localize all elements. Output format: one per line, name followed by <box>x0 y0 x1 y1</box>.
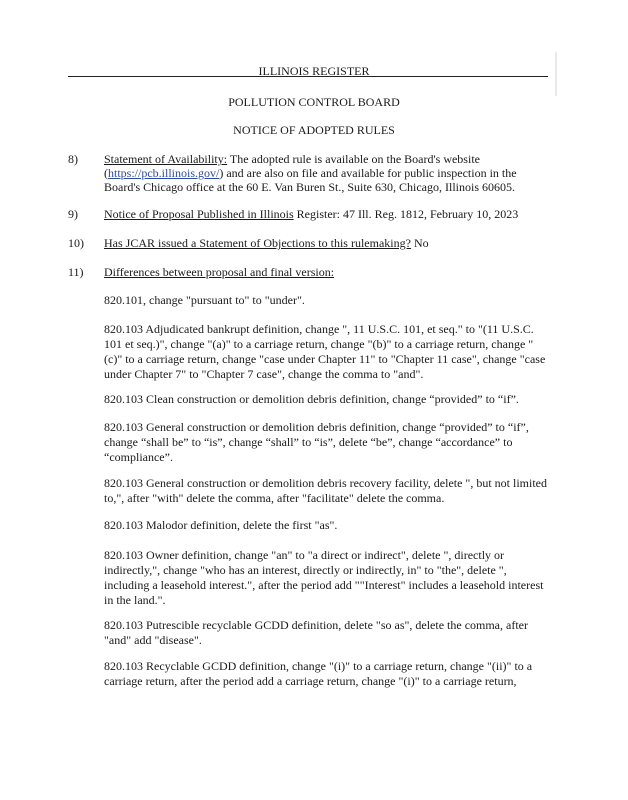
item-text: The adopted rule is available on the Board's website ( <box>104 152 480 180</box>
item-title: Statement of Availability: <box>104 152 228 166</box>
difference-paragraph: 820.103 General construction or demolition debris definition, change “provided” to “if”, change “shall be” to “is”, change “shall” to “is”, delete “be”, change “accordance” to “compliance”. <box>104 420 529 464</box>
difference-paragraph: 820.103 Malodor definition, delete the first "as". <box>104 518 338 532</box>
board-website-link[interactable]: https://pcb.illinois.gov/ <box>108 166 220 180</box>
item-number: 9) <box>68 207 78 221</box>
item-text: Register: 47 Ill. Reg. 1812, February 10, 2023 <box>293 207 519 221</box>
difference-paragraph: 820.101, change "pursuant to" to "under". <box>104 293 305 307</box>
item-number: 10) <box>68 236 84 250</box>
item-body <box>104 152 548 194</box>
item-jcar-objections <box>68 236 548 252</box>
item-body <box>104 236 548 250</box>
difference-paragraph: 820.103 Clean construction or demolition debris definition, change “provided” to “if”. <box>104 392 519 406</box>
item-statement-of-availability <box>68 152 548 196</box>
item-title: Notice of Proposal Published in Illinois <box>104 207 294 221</box>
item-text: No <box>410 236 429 250</box>
register-title: ILLINOIS REGISTER <box>258 64 370 78</box>
difference-paragraph: 820.103 Putrescible recyclable GCDD definition, delete "so as", delete the comma, after "and" add "disease". <box>104 618 528 647</box>
item-body <box>104 265 548 279</box>
item-notice-of-proposal <box>68 207 548 223</box>
item-text-continued: ) and are also on file and available for public inspection in the Board's Chicago office at the 60 E. Van Buren St., Suite 630, Chicago, Illinois 60605. <box>104 166 517 194</box>
item-title: Has JCAR issued a Statement of Objections to this rulemaking? <box>104 236 411 250</box>
item-body <box>104 207 548 221</box>
item-number: 8) <box>68 152 78 166</box>
item-title: Differences between proposal and final version: <box>104 265 335 279</box>
item-differences <box>68 265 548 281</box>
header-divider <box>68 76 548 77</box>
difference-paragraph: 820.103 Adjudicated bankrupt definition, change ", 11 U.S.C. 101, et seq." to "(11 U.S.C. 101 et seq.)", change "(a)" to a carriage return, change "(b)" to a carriage return, change "(c)" to a carriage return, change "case under Chapter 11" to "Chapter 11 case", change "case under Chapter 7" to "Chapter 7 case", change the comma to "and". <box>104 322 546 381</box>
difference-paragraph: 820.103 Recyclable GCDD definition, change "(i)" to a carriage return, change "(ii)" to a carriage return, after the period add a carriage return, change "(i)" to a carriage return, <box>104 659 533 688</box>
agency-name: POLLUTION CONTROL BOARD <box>228 95 400 109</box>
difference-paragraph: 820.103 General construction or demolition debris recovery facility, delete ", but not limited to,", after "with" delete the comma, after "facilitate" delete the comma. <box>104 476 547 505</box>
item-number: 11) <box>68 265 84 279</box>
difference-paragraph: 820.103 Owner definition, change "an" to "a direct or indirect", delete ", directly or indirectly,", change "who has an interest, directly or indirectly, in" to "the", delete ", including a leasehold interest.", after the period add ""Interest" includes a leasehold interest in the land.". <box>104 548 544 607</box>
notice-title: NOTICE OF ADOPTED RULES <box>233 123 395 137</box>
